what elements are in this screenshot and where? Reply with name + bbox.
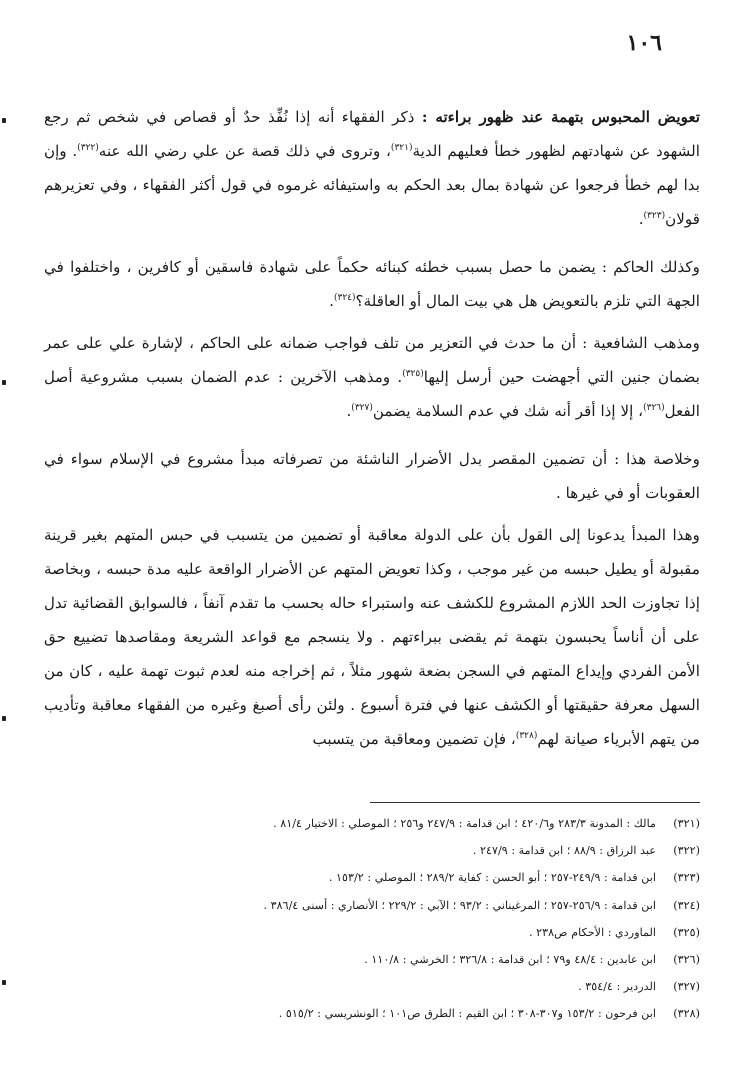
footnote-ref: (٣٢٨) — [515, 730, 538, 741]
paragraph-text: . — [346, 402, 352, 420]
footnote-text: مالك : المدونة ٢٨٣/٣ و٤٢٠/٦ ؛ ابن قدامة : ٢٤٧/٩ و٢٥٦ ؛ الموصلي : الاختيار ٨١/٤ . — [273, 817, 656, 830]
scan-mark — [2, 118, 6, 123]
paragraph-text: وخلاصة هذا : أن تضمين المقصر بدل الأضرار الناشئة من تصرفاته مبدأ مشروع في الإسلام سواء في العقوبات أو في غيرها . — [44, 450, 700, 502]
footnote-item — [44, 973, 700, 1000]
footnote-text: ابن قدامة : ٢٤٩/٩-٢٥٧ ؛ أبو الحسن : كفاية ٢٨٩/٢ ؛ الموصلي : ١٥٣/٢ . — [328, 871, 656, 885]
paragraph-text: ، فإن تضمين ومعاقبة من يتسبب — [312, 730, 516, 748]
footnote-item — [44, 946, 700, 973]
footnote-item — [44, 810, 700, 837]
footnote-text: ابن قدامة : ٢٥٦/٩-٢٥٧ ؛ المرغيناني : ٩٣/٢ ؛ الآبي : ٢٢٩/٢ ؛ الأنصاري : أسنى ٣٨٦/٤ . — [263, 898, 656, 912]
footnote-ref: (٣٢٥) — [402, 368, 424, 379]
paragraph-text: . — [329, 292, 334, 310]
footnote-ref: (٣٢٦) — [643, 402, 665, 413]
footnote-ref: (٣٢٢) — [77, 142, 99, 153]
page-number: ١٠٦ — [626, 30, 662, 56]
footnotes-list — [44, 810, 700, 1028]
paragraph-text: وهذا المبدأ يدعونا إلى القول بأن على الدولة معاقبة أو تضمين من يتسبب في حبس المتهم بغير قرينة مقبولة أو يطيل حبسه من غير موجب ، وكذا تعويض المتهم عن الأضرار الواقعة عليه مدة حبسه ، وبخاصة إذا تجاوزت الحد اللازم المشروع للكشف عنه واستبراء حاله بحسب ما تقدم آنفاً ، فالسوابق القضائية تدل على أن أناساً يحبسون بتهمة ثم يقضى ببراءتهم . ولا ينسجم مع قواعد الشريعة ومقاصدها تضييع حق الأمن الفردي وإيداع المتهم في السجن بضعة شهور مثلاً ، ثم إخراجه منه لعدم ثبوت تهمة عليه ، كان من السهل معرفة حقيقتها أو الكشف عنها في فترة أسبوع . ولئن رأى أصبغ وغيره من الفقهاء معاقبة وتأديب من يتهم الأبرياء صيانة لهم — [44, 526, 700, 748]
footnote-number: (٣٢٦) — [673, 953, 700, 967]
footnote-text: ابن فرحون : ١٥٣/٢ و٣٠٧-٣٠٨ ؛ ابن القيم : الطرق ص١٠١ ؛ الونشريسي : ٥١٥/٢ . — [278, 1007, 656, 1021]
paragraph — [44, 250, 700, 318]
footnote-number: (٣٢٣) — [673, 871, 700, 885]
paragraph — [44, 100, 700, 236]
footnote-number: (٣٢٧) — [673, 980, 700, 994]
paragraph-text: ، إلا إذا أقر أنه شك في عدم السلامة يضمن — [372, 402, 644, 420]
paragraph-text: . ومذهب الآخرين : عدم الضمان بسبب مشروعية أصل الفعل — [44, 368, 700, 420]
footnote-item — [44, 892, 700, 919]
paragraph-text: ، وتروى في ذلك قصة عن علي رضي الله عنه — [98, 142, 391, 160]
scan-mark — [2, 380, 6, 385]
footnote-text: عبد الرزاق : ٨٨/٩ ؛ ابن قدامة : ٢٤٧/٩ . — [472, 844, 656, 858]
footnote-divider — [370, 802, 700, 803]
footnote-number: (٣٢٨) — [673, 1007, 700, 1021]
footnote-item — [44, 864, 700, 891]
footnote-text: الدردير : ٣٥٤/٤ . — [578, 980, 656, 994]
footnote-number: (٣٢١) — [673, 817, 700, 830]
footnote-ref: (٣٢٣) — [643, 210, 666, 221]
paragraph — [44, 518, 700, 756]
footnote-ref: (٣٢٧) — [351, 402, 373, 413]
footnote-text: ابن عابدين : ٤٨/٤ و٧٩ ؛ ابن قدامة : ٣٢٦/٨ ؛ الخرشي : ١١٠/٨ . — [364, 953, 656, 967]
footnote-item — [44, 919, 700, 946]
footnote-number: (٣٢٥) — [673, 925, 700, 939]
footnote-ref: (٣٢١) — [390, 142, 413, 153]
footnote-text: الماوردي : الأحكام ص٢٣٨ . — [529, 925, 656, 939]
footnote-ref: (٣٢٤) — [333, 292, 356, 303]
paragraph — [44, 326, 700, 428]
scan-mark — [2, 980, 6, 985]
paragraph-text: . — [638, 210, 644, 228]
paragraph-text: ومذهب الشافعية : أن ما حدث في التعزير من تلف فواجب ضمانه على الحاكم ، لإشارة علي على عمر بضمان جنين التي أجهضت حين أرسل إليها — [44, 334, 700, 386]
footnote-item — [44, 1000, 700, 1027]
scan-mark — [2, 716, 6, 721]
footnote-number: (٣٢٤) — [673, 898, 700, 912]
footnote-item — [44, 837, 700, 864]
footnote-number: (٣٢٢) — [673, 844, 700, 858]
paragraph — [44, 442, 700, 510]
section-heading: تعويض المحبوس بتهمة عند ظهور براءته : — [421, 108, 701, 126]
body-text — [44, 100, 700, 764]
paragraph-text: وكذلك الحاكم : يضمن ما حصل بسبب خطئه كبنائه حكماً على شهادة فاسقين أو كافرين ، واختلفوا في الجهة التي تلزم بالتعويض هل هي بيت المال أو العاقلة؟ — [44, 258, 700, 310]
paragraph-text: . وإن بدا لهم خطأ فرجعوا عن شهادة بمال بعد الحكم به واستيفائه غرموه في قول أكثر الفقهاء ، وفي تعزيرهم قولان — [44, 142, 700, 228]
paragraph-text: ذكر الفقهاء أنه إذا نُفِّذ حدٌ أو قصاص في شخص ثم رجع الشهود عن شهادتهم لظهور خطأ فعليهم الدية — [44, 108, 700, 160]
